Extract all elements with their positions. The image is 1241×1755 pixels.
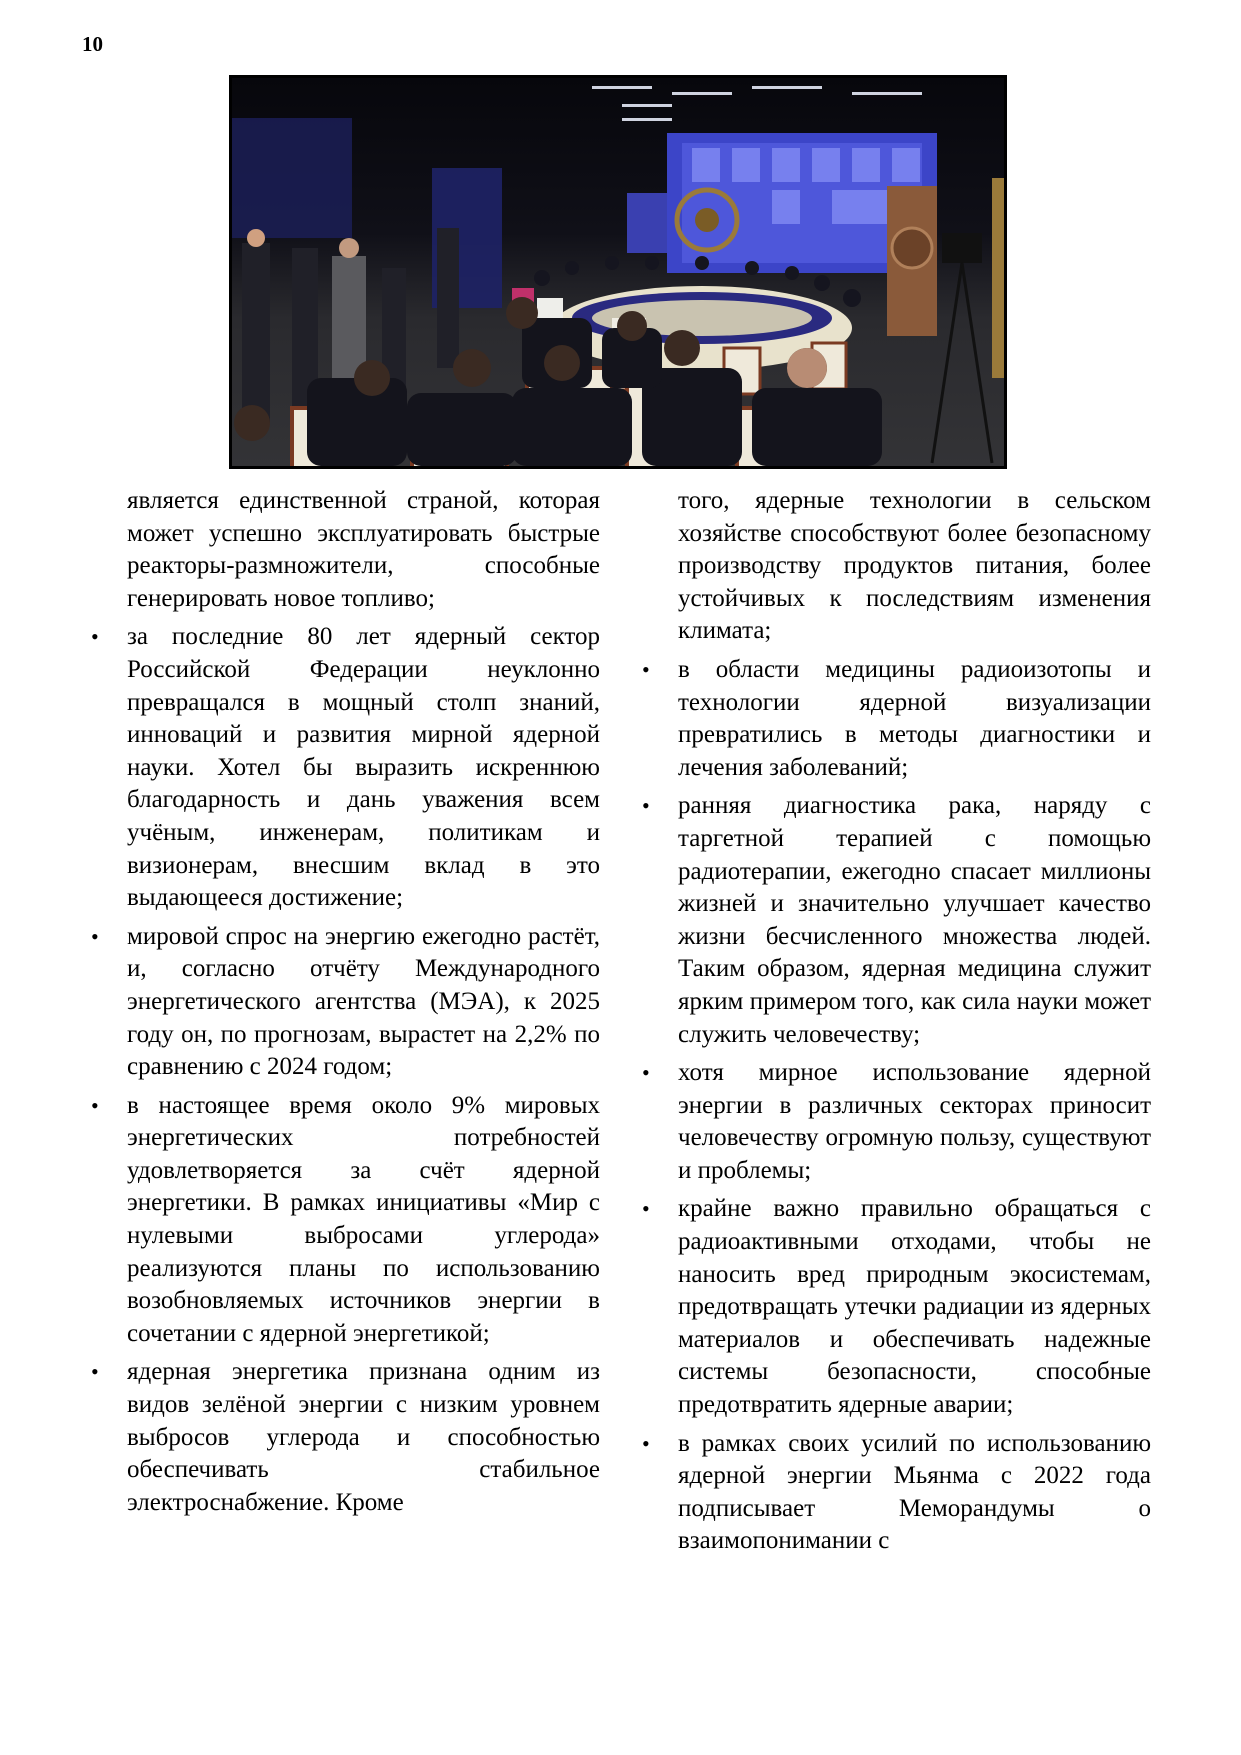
list-item-text: мировой спрос на энергию ежегодно растёт, и, согласно отчёту Международного энергетического агентства (МЭА), к 2025 году он, по прогнозам, вырастет на 2,2% по сравнению с 2024 годом;: [127, 922, 600, 1081]
list-item: [91, 621, 600, 914]
list-item: [642, 1428, 1151, 1558]
list-item: [642, 1057, 1151, 1187]
list-item-text: в области медицины радиоизотопы и технологии ядерной визуализации превратились в методы диагностики и лечения заболеваний;: [678, 655, 1151, 781]
list-item-text: за последние 80 лет ядерный сектор Российской Федерации неуклонно превращался в мощный столп знаний, инноваций и развития мирной ядерной науки. Хотел бы выразить искреннюю благодарность и дань уважения всем учёным, инженерам, политикам и визионерам, внесшим вклад в это выдающееся достижение;: [127, 623, 600, 912]
list-item: [642, 790, 1151, 1051]
bullet-icon: •: [91, 923, 99, 949]
list-item: [91, 921, 600, 1084]
bullet-icon: •: [642, 1196, 650, 1222]
bullet-icon: •: [91, 624, 99, 650]
conference-photo: [229, 75, 1007, 469]
bullet-icon: •: [642, 793, 650, 819]
page-number: 10: [82, 32, 103, 56]
bullet-icon: •: [91, 1359, 99, 1385]
continuation-paragraph: того, ядерные технологии в сельском хозяйстве способствуют более безопасному производству продуктов питания, более устойчивых к последствиям изменения климата;: [678, 487, 1151, 645]
list-item-text: в настоящее время около 9% мировых энергетических потребностей удовлетворяется за счёт ядерной энергетики. В рамках инициативы «Мир с нулевыми выбросами углерода» реализуются планы по использованию возобновляемых источников энергии в сочетании с ядерной энергетикой;: [127, 1091, 600, 1347]
photo-illustration: [232, 78, 1004, 466]
continuation-paragraph: является единственной страной, которая может успешно эксплуатировать быстрые реакторы-размножители, способные генерировать новое топливо;: [127, 487, 600, 612]
list-item-text: хотя мирное использование ядерной энергии в различных секторах приносит человечеству огромную пользу, существуют и проблемы;: [678, 1059, 1151, 1184]
list-item: [91, 1090, 600, 1351]
list-item-text: ранняя диагностика рака, наряду с таргетной терапией с помощью радиотерапии, ежегодно спасает миллионы жизней и значительно улучшает качество жизни бесчисленного множества людей. Таким образом, ядерная медицина служит ярким примером того, как сила науки может служить человечеству;: [678, 792, 1151, 1048]
bullet-icon: •: [91, 1092, 99, 1118]
list-item-text: в рамках своих усилий по использованию ядерной энергии Мьянма с 2022 года подписывает Меморандумы о взаимопонимании с: [678, 1429, 1151, 1555]
right-column: [642, 485, 1151, 1564]
list-item-text: ядерная энергетика признана одним из видов зелёной энергии с низким уровнем выбросов углерода и способностью обеспечивать стабильное электроснабжение. Кроме: [127, 1358, 600, 1516]
list-item: [91, 1356, 600, 1519]
list-item: [642, 1193, 1151, 1421]
bullet-icon: •: [642, 1060, 650, 1086]
list-item: [642, 654, 1151, 784]
list-item-text: крайне важно правильно обращаться с радиоактивными отходами, чтобы не наносить вред природным экосистемам, предотвращать утечки радиации из ядерных материалов и обеспечивать надежные системы безопасности, способные предотвратить ядерные аварии;: [678, 1195, 1151, 1419]
bullet-icon: •: [642, 1430, 650, 1456]
left-column: [91, 485, 600, 1525]
bullet-icon: •: [642, 656, 650, 682]
